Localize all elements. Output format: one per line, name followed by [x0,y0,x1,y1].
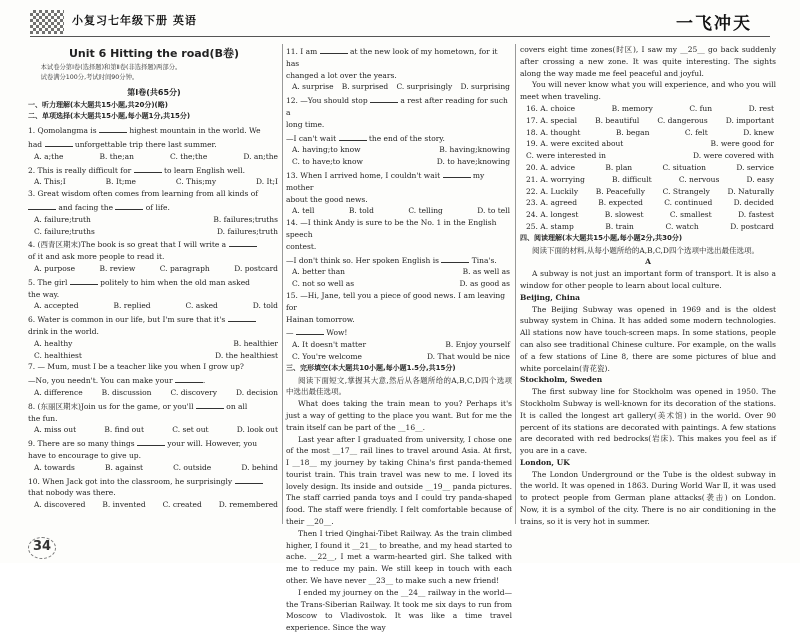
option-choice[interactable]: C. fun [689,103,713,113]
question-text: long time. [286,119,325,129]
option-choice[interactable]: B. were good for [710,139,774,149]
option-choice[interactable]: B. invented [102,500,146,510]
option-choice[interactable]: 23. A. agreed [526,198,578,208]
answer-blank[interactable] [137,436,165,446]
option-choice[interactable]: A. surprise [292,82,334,92]
passage-paragraph: You will never know what you will experience, and who you will meet when traveling. [520,80,776,102]
option-choice[interactable]: B. told [348,206,374,216]
question-line [28,361,280,373]
option-choice[interactable]: 25. A. stamp [526,221,574,231]
option-choice[interactable]: D. an;the [243,151,278,161]
option-choice[interactable]: D. Naturally [727,186,774,196]
answer-blank[interactable] [45,137,73,147]
passage-paragraph: Then I tried Qinghai-Tibet Railway. As the train climbed higher, I found it __21__ to breathe, and my head started to ache. __22__, I met a warm-hearted girl. She talked with me to reduce my pain. We still keep in touch with each other. We have never __23__ to make such a new friend! [286,528,512,586]
answer-blank[interactable] [320,44,348,54]
passage-subheading: Stockholm, Sweden [520,375,603,385]
option-row [520,221,776,233]
option-choice[interactable]: D. service [736,162,774,172]
question-line [28,123,280,137]
passage-subheading: London, UK [520,457,570,467]
option-row [520,186,776,198]
answer-blank[interactable] [228,312,256,322]
option-choice[interactable]: D. were covered with [692,151,774,161]
option-row [286,266,512,278]
question-line [286,325,512,339]
question-text: a rest after reading for such a [286,96,508,117]
question-text: 8. (东丽区期末)Join us for the game, or you'll [28,401,196,411]
question-line [28,373,280,387]
answer-blank[interactable] [70,275,98,285]
page-number: 34 [30,536,54,558]
exam-note: 试卷满分100分,考试时间90分钟。 [40,74,139,82]
passage-paragraph: The London Underground or the Tube is the oldest subway in the world. It was opened in 1863. During World War Ⅱ, it was used to protect people from German plane attacks(袭击) on London. Now, it is a symbol of the city. There is no air conditioning in the trains, so it is very hot in summer. [520,469,776,526]
option-choice[interactable]: 24. A. longest [526,210,579,220]
option-choice[interactable]: D. to have;knowing [436,157,510,167]
option-choice[interactable]: C. surprisingly [396,82,453,92]
option-choice[interactable]: 19. A. were excited about [526,139,624,149]
option-choice[interactable]: D. the healthiest [215,350,278,360]
question-line [28,237,280,251]
option-choice[interactable]: D. told [252,301,278,311]
column-left [28,44,280,511]
answer-blank[interactable] [235,474,263,484]
option-choice[interactable]: B. healthier [233,338,278,348]
question-list [286,44,512,634]
option-row [28,338,280,350]
option-choice[interactable]: A. having;to know [292,145,361,155]
option-choice[interactable]: C. not so well as [292,279,355,289]
question-text: of it and ask more people to read it. [28,252,165,262]
answer-blank[interactable] [229,237,257,247]
option-choice[interactable]: C. created [162,500,202,510]
question-text: 4. (西青区期末)The book is so great that I will write a [28,240,229,250]
option-choice[interactable]: A. difference [34,387,83,397]
option-choice[interactable]: C. outside [173,462,212,472]
option-row [520,115,776,127]
passage-paragraph: 阅读下面短文,掌握其大意,然后从各题所给的A,B,C,D四个选项中选出最佳选项。 [286,375,512,397]
option-choice[interactable]: A. tell [292,206,315,216]
question-line [286,217,512,241]
option-choice[interactable]: B. slowest [604,210,644,220]
option-choice[interactable]: D. to tell [477,206,510,216]
question-line [286,131,512,145]
question-text: unforgettable trip there last summer. [72,139,217,149]
passage-paragraph: What does taking the train mean to you? Perhaps it's just a way of getting to the place you want. But for me the train itself can be part of the __16__. [286,399,512,432]
option-choice[interactable]: D. as good as [459,279,510,289]
question-text: 3. Great wisdom often comes from learning from all kinds of [28,189,258,199]
option-choice[interactable]: A. better than [292,267,346,277]
answer-blank[interactable] [443,168,471,178]
option-choice[interactable]: C. smallest [669,210,712,220]
question-text: 6. Water is common in our life, but I'm sure that it's [28,315,228,325]
option-row [28,214,280,226]
question-line [286,194,512,206]
option-choice[interactable]: C. the;the [169,151,208,161]
question-line [28,474,280,488]
question-line [28,188,280,200]
option-choice[interactable]: B. began [615,127,650,137]
answer-blank[interactable] [99,123,127,133]
option-choice[interactable]: A. purpose [34,263,76,273]
question-line [28,163,280,177]
column-divider [515,44,516,524]
question-text: — [286,328,296,338]
answer-blank[interactable] [28,200,56,210]
answer-blank[interactable] [339,131,367,141]
answer-blank[interactable] [296,325,324,335]
answer-blank[interactable] [134,163,162,173]
option-choice[interactable]: B. against [104,462,144,472]
option-choice[interactable]: D. knew [743,127,774,137]
option-choice[interactable]: C. continued [664,198,713,208]
option-choice[interactable]: B. find out [104,425,145,435]
question-line [28,275,280,289]
header-rule [30,36,770,37]
option-row [520,209,776,221]
passage-paragraph: 阅读下面的材料,从每小题所给的A,B,C,D四个选项中选出最佳选项。 [532,245,759,255]
option-choice[interactable]: B. memory [611,103,653,113]
column-middle [286,44,512,634]
option-choice[interactable]: B. train [605,221,634,231]
question-list [520,44,776,528]
question-text: changed a lot over the years. [286,70,397,80]
question-line [286,119,512,131]
option-choice[interactable]: D. surprising [460,82,510,92]
question-list [28,123,280,511]
question-line [286,290,512,314]
question-text: politely to him when the old man asked [97,277,250,287]
option-choice[interactable]: B. difficult [612,174,652,184]
question-text: 14. —I think Andy is sure to be the No. 1 in the English speech [286,218,497,239]
option-row [520,162,776,174]
option-choice[interactable]: A. accepted [34,301,79,311]
option-row [286,351,512,363]
option-choice[interactable]: C. situation [662,162,707,172]
option-choice[interactable]: D. postcard [234,263,278,273]
option-choice[interactable]: C. You're welcome [292,351,362,361]
option-choice[interactable]: A. healthy [34,338,73,348]
passage-paragraph: Last year after I graduated from university, I chose one of the most __17__ rail lines to travel around Asia. At first, I __18__ my journey by taking China's first panda-themed tourist train. This train travel was new to me. I loved its lovely design. Its inside and outside __19__ panda pictures. The staff carried panda toys and I could try panda-shaped food. The staff were friendly. I felt comfortable because of their __20__. [286,434,512,527]
question-text: drink in the world. [28,326,99,336]
option-choice[interactable]: B. Enjoy yourself [445,340,510,350]
option-row [28,176,280,188]
question-text: highest mountain in the world. We [126,126,261,136]
option-choice[interactable]: A. towards [34,462,75,472]
option-row [286,339,512,351]
question-text: 7. — Mum, must I be a teacher like you when I grow up? [28,362,244,372]
option-choice[interactable]: D. rest [748,103,774,113]
option-row [28,300,280,312]
option-row [520,127,776,139]
answer-blank[interactable] [115,200,143,210]
option-choice[interactable]: D. behind [241,462,278,472]
option-row [28,462,280,474]
option-row [28,387,280,399]
answer-blank[interactable] [441,253,469,263]
question-line [28,399,280,413]
question-line [28,312,280,326]
question-line [28,251,280,263]
option-choice[interactable]: D. postcard [730,221,774,231]
passage-paragraph: A subway is not just an important form of transport. It is also a window for other people to learn about local culture. [520,269,776,290]
option-choice[interactable]: B. as well as [462,267,510,277]
section-heading: 二、单项选择(本大题共15小题,每小题1分,共15分) [28,112,191,121]
question-text: that nobody was there. [28,488,116,498]
option-choice[interactable]: D. easy [746,174,774,184]
option-choice[interactable]: 20. A. advice [526,162,576,172]
question-text: the way. [28,289,60,299]
option-choice[interactable]: C. felt [684,127,708,137]
option-choice[interactable]: B. review [99,263,136,273]
question-text: 5. The girl [28,277,70,287]
option-choice[interactable]: D. It;I [255,177,278,187]
option-row [286,144,512,156]
option-choice[interactable]: C. were interested in [526,151,606,161]
question-line [286,241,512,253]
option-choice[interactable]: D. important [725,115,774,125]
option-row [28,226,280,238]
option-choice[interactable]: B. replied [113,301,151,311]
column-divider [282,44,283,524]
question-line [28,450,280,462]
option-row [520,174,776,186]
question-text: at the new look of my hometown, for it has [286,47,498,68]
question-line [28,137,280,151]
passage-label: A [645,257,651,267]
question-text: —No, you needn't. You can make your [28,376,175,386]
option-row [520,197,776,209]
option-choice[interactable]: C. set out [172,425,209,435]
question-text: the fun. [28,413,58,423]
question-line [286,314,512,326]
question-text: had [28,139,45,149]
option-choice[interactable]: C. telling [408,206,443,216]
option-row [28,499,280,511]
option-choice[interactable]: C. healthiest [34,350,82,360]
question-text: my mother [286,170,485,192]
answer-blank[interactable] [370,93,398,103]
option-choice[interactable]: B. having;knowing [439,145,510,155]
option-choice[interactable]: 21. A. worrying [526,174,585,184]
option-row [28,350,280,362]
series-title: 小复习七年级下册 英语 [72,14,197,27]
option-choice[interactable]: B. failures;truths [213,214,278,224]
option-choice[interactable]: A. It doesn't matter [292,340,367,350]
option-choice[interactable]: B. plan [605,162,633,172]
option-row [28,424,280,436]
question-line [286,168,512,194]
section-heading: 四、阅读理解(本大题共15小题,每小题2分,共30分) [520,233,683,242]
passage-paragraph: covers eight time zones(时区), I saw my __25__ go back suddenly after crossing a new zone. It was quite interesting. The sights along the way made me feel peaceful and joyful. [520,45,776,78]
brand-title: 一飞冲天 [676,14,752,34]
question-text: on all [223,401,248,411]
option-choice[interactable]: C. nervous [678,174,720,184]
question-text: 1. Qomolangma is [28,126,99,136]
option-choice[interactable]: D. decision [236,387,278,397]
passage-paragraph: The Beijing Subway was opened in 1969 and is the oldest subway system in China. It has added some modern technologies. All stations now have touch-screen maps. In some stations, people can also see traditional Chinese culture. For example, on the walls of a few stations of Line 8, there are some pictures of blue and white porcelain(青花瓷). [520,304,776,373]
option-choice[interactable]: C. to have;to know [292,157,363,167]
question-text: 15. —Hi, Jane, tell you a piece of good news. I am leaving for [286,290,506,312]
checker-logo-icon [30,10,64,34]
option-choice[interactable]: C. This;my [175,177,217,187]
option-choice[interactable]: 22. A. Luckily [526,186,579,196]
option-choice[interactable]: D. failures;truth [216,226,278,236]
option-row [28,263,280,275]
option-row [286,278,512,290]
option-choice[interactable]: 16. A. choice [526,103,576,113]
option-choice[interactable]: D. decided [733,198,774,208]
question-line [28,436,280,450]
option-row [520,150,776,162]
question-line [28,326,280,338]
option-row [28,151,280,163]
option-choice[interactable]: D. remembered [218,500,278,510]
page-header [0,0,800,44]
column-right [520,44,776,528]
question-text: Hainan tomorrow. [286,314,355,324]
option-choice[interactable]: B. surprised [341,82,389,92]
question-line [286,253,512,267]
option-choice[interactable]: C. watch [665,221,699,231]
question-text: —I can't wait [286,133,339,143]
question-text: 9. There are so many things [28,439,137,449]
question-text: have to encourage to give up. [28,450,141,460]
question-text: —I don't think so. Her spoken English is [286,255,442,265]
option-choice[interactable]: A. failure;truth [34,214,91,224]
section-heading: 一、听力理解(本大题共15小题,共20分)(略) [28,100,168,109]
option-choice[interactable]: 17. A. special [526,115,578,125]
option-row [286,156,512,168]
passage-paragraph: The first subway line for Stockholm was opened in 1950. The Stockholm Subway is well-known for its decoration of the stations. It is called the longest art gallery(美术馆) in the world. Over 90 percent of its stations are decorated with paintings. A few stations are decorated with red bedrocks(岩床). This makes you feel as if you are in a cave. [520,387,776,456]
option-choice[interactable]: B. It;me [105,177,136,187]
question-text: 11. I am [286,47,320,56]
option-row [286,81,512,93]
question-line [28,413,280,425]
option-choice[interactable]: B. beautiful [595,115,640,125]
question-text: the end of the story. [366,133,445,143]
option-choice[interactable]: B. the;an [99,151,134,161]
question-line [28,200,280,214]
option-choice[interactable]: B. discussion [101,387,152,397]
question-text: Wow! [323,328,348,338]
question-text: 12. —You should stop [286,96,371,106]
question-text: . [202,376,206,386]
question-line [286,44,512,70]
passage-paragraph: I ended my journey on the __24__ railway in the world—the Trans-Siberian Railway. It took me six days to run from Moscow to Vladivostok. It was like a time travel experience. Since the way [286,587,512,633]
option-choice[interactable]: D. That would be nice [426,351,510,361]
option-choice[interactable]: C. dangerous [657,115,708,125]
question-text: of life. [143,202,170,212]
option-choice[interactable]: C. Strangely [662,186,710,196]
option-choice[interactable]: A. discovered [34,500,86,510]
question-text: 10. When Jack got into the classroom, he surprisingly [28,476,235,486]
question-text: to learn English well. [161,165,245,175]
option-choice[interactable]: C. failure;truths [34,226,95,236]
option-choice[interactable]: B. Peacefully [595,186,645,196]
option-choice[interactable]: D. fastest [738,210,774,220]
option-choice[interactable]: D. look out [236,425,278,435]
option-choice[interactable]: C. paragraph [159,263,210,273]
question-text: about the good news. [286,194,368,204]
answer-blank[interactable] [175,373,206,386]
option-choice[interactable]: A. miss out [34,425,77,435]
option-row [520,138,776,150]
option-row [520,103,776,115]
question-text: Tina's. [469,255,497,265]
question-line [286,70,512,82]
unit-title: Unit 6 Hitting the road(B卷) [68,47,239,60]
question-text: your will. However, you [165,439,258,449]
question-text: 13. When I arrived home, I couldn't wait [286,170,443,180]
question-text: 2. This is really difficult for [28,165,134,175]
part-heading: 第Ⅰ卷(共65分) [127,87,181,97]
option-choice[interactable]: A. a;the [34,151,64,161]
answer-blank[interactable] [196,399,224,409]
question-line [286,93,512,119]
section-heading: 三、完形填空(本大题共10小题,每小题1.5分,共15分) [286,363,456,372]
option-choice[interactable]: B. expected [598,198,643,208]
option-choice[interactable]: C. discovery [170,387,218,397]
question-text: contest. [286,241,317,251]
option-choice[interactable]: C. asked [185,301,218,311]
exam-note: 本试卷分第Ⅰ卷(选择题)和第Ⅱ卷(非选择题)两部分。 [40,63,182,71]
passage-subheading: Beijing, China [520,292,581,302]
option-choice[interactable]: A. This;I [34,177,66,187]
question-line [28,289,280,301]
question-line [28,487,280,499]
question-text: and facing the [56,202,116,212]
option-row [286,205,512,217]
option-choice[interactable]: 18. A. thought [526,127,581,137]
